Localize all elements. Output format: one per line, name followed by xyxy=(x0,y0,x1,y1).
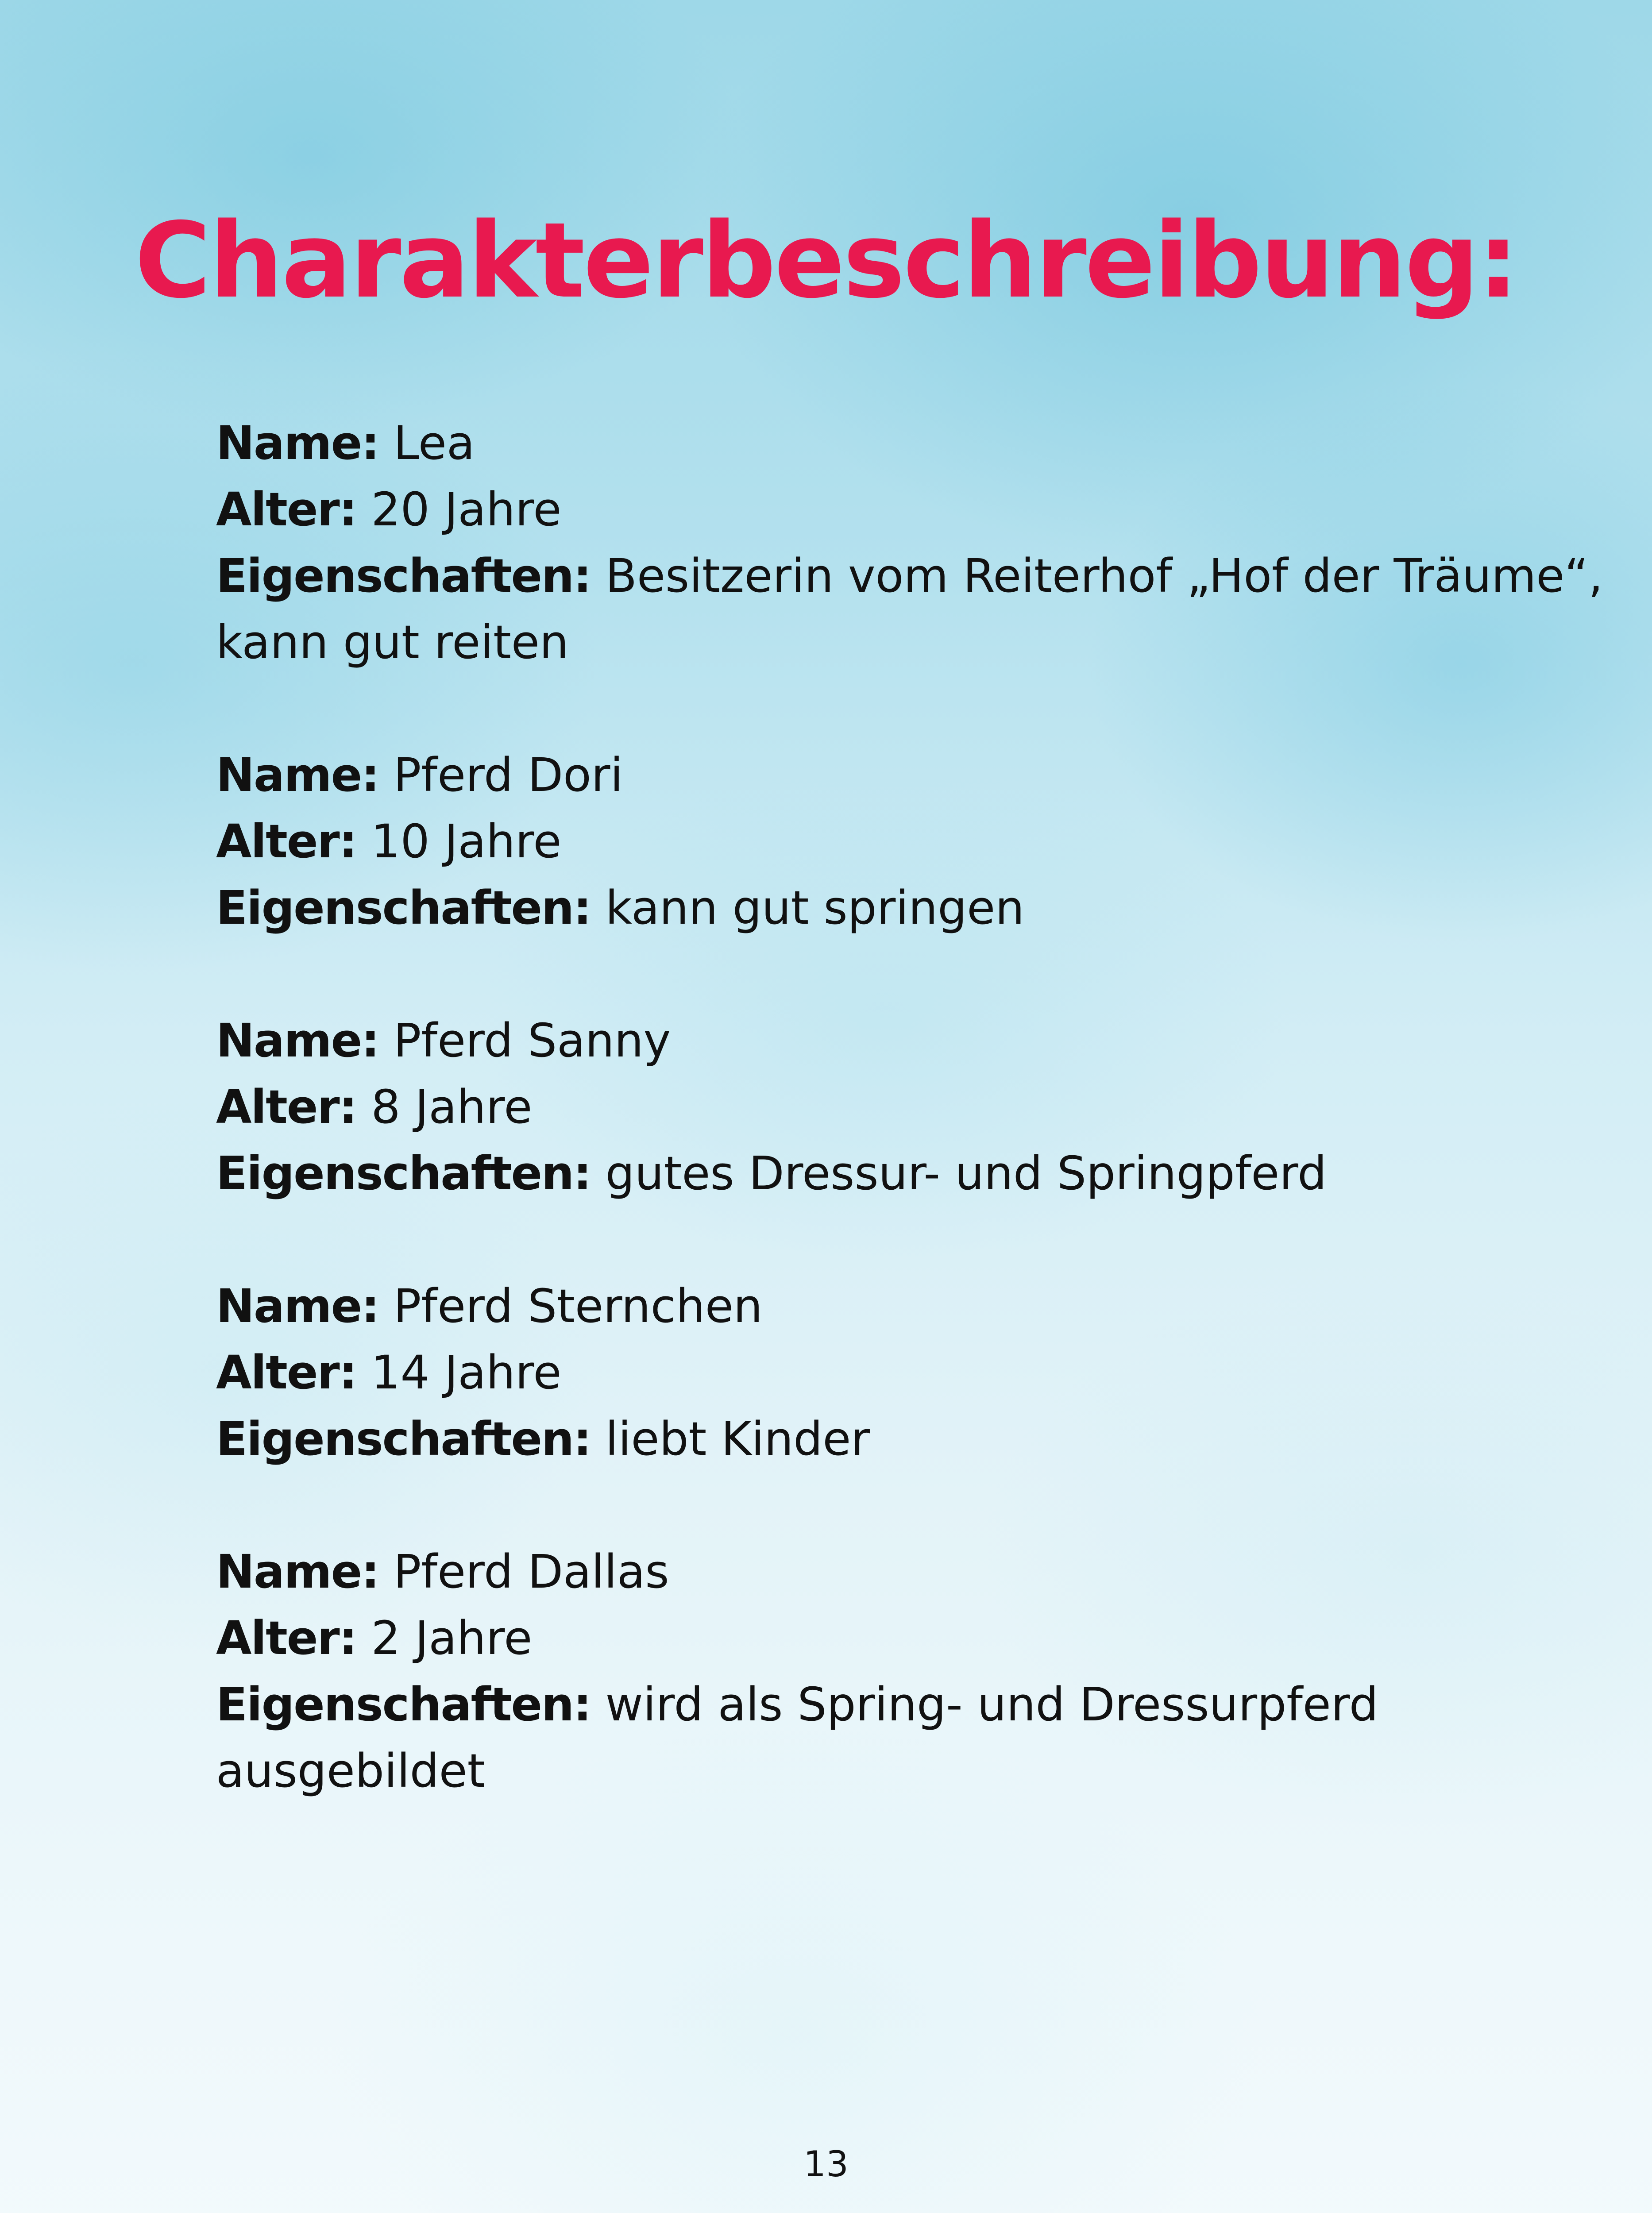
age-value: 10 Jahre xyxy=(371,814,562,868)
traits-line xyxy=(216,1671,1500,1738)
age-line xyxy=(216,1074,1500,1140)
name-value: Pferd Dori xyxy=(393,748,623,802)
traits-value: gutes Dressur- und Springpferd xyxy=(605,1146,1327,1200)
name-label: Name: xyxy=(216,1545,379,1599)
character-entry-dallas xyxy=(216,1538,1500,1804)
age-label: Alter: xyxy=(216,1080,357,1134)
age-label: Alter: xyxy=(216,1611,357,1665)
character-entry-lea xyxy=(216,410,1603,675)
age-value: 2 Jahre xyxy=(371,1611,533,1665)
traits-label: Eigenschaften: xyxy=(216,1412,591,1466)
character-list xyxy=(216,410,1603,1870)
traits-label: Eigenschaften: xyxy=(216,1146,591,1200)
traits-line xyxy=(216,543,1603,609)
age-label: Alter: xyxy=(216,814,357,868)
name-line xyxy=(216,1273,1500,1339)
traits-line xyxy=(216,875,1500,941)
traits-label: Eigenschaften: xyxy=(216,549,591,603)
name-label: Name: xyxy=(216,416,379,470)
name-line xyxy=(216,1007,1500,1074)
name-value: Pferd Dallas xyxy=(393,1545,669,1599)
name-value: Pferd Sternchen xyxy=(393,1279,763,1333)
name-line xyxy=(216,410,1500,476)
age-line xyxy=(216,808,1500,875)
traits-line xyxy=(216,1406,1500,1472)
page-title: Charakterbeschreibung: xyxy=(135,200,1517,321)
age-value: 14 Jahre xyxy=(371,1346,562,1400)
age-line xyxy=(216,1605,1500,1671)
traits-value-continued: kann gut reiten xyxy=(216,615,569,669)
traits-value: Besitzerin vom Reiterhof „Hof der Träume“, xyxy=(605,549,1603,603)
name-label: Name: xyxy=(216,1014,379,1068)
traits-label: Eigenschaften: xyxy=(216,881,591,935)
age-value: 8 Jahre xyxy=(371,1080,533,1134)
traits-value: wird als Spring- und Dressurpferd xyxy=(605,1677,1378,1731)
age-label: Alter: xyxy=(216,1346,357,1400)
age-label: Alter: xyxy=(216,482,357,536)
page-number: 13 xyxy=(803,2144,849,2185)
name-label: Name: xyxy=(216,748,379,802)
traits-value: kann gut springen xyxy=(605,881,1025,935)
age-value: 20 Jahre xyxy=(371,482,562,536)
character-entry-sternchen xyxy=(216,1273,1500,1472)
name-line xyxy=(216,1538,1500,1605)
name-label: Name: xyxy=(216,1279,379,1333)
age-line xyxy=(216,476,1500,543)
name-line xyxy=(216,742,1500,808)
traits-line xyxy=(216,1140,1500,1207)
name-value: Pferd Sanny xyxy=(393,1014,671,1068)
character-entry-dori xyxy=(216,742,1500,941)
name-value: Lea xyxy=(393,416,475,470)
traits-value-continued: ausgebildet xyxy=(216,1744,486,1798)
traits-label: Eigenschaften: xyxy=(216,1677,591,1731)
character-entry-sanny xyxy=(216,1007,1500,1207)
traits-value: liebt Kinder xyxy=(605,1412,870,1466)
age-line xyxy=(216,1339,1500,1406)
